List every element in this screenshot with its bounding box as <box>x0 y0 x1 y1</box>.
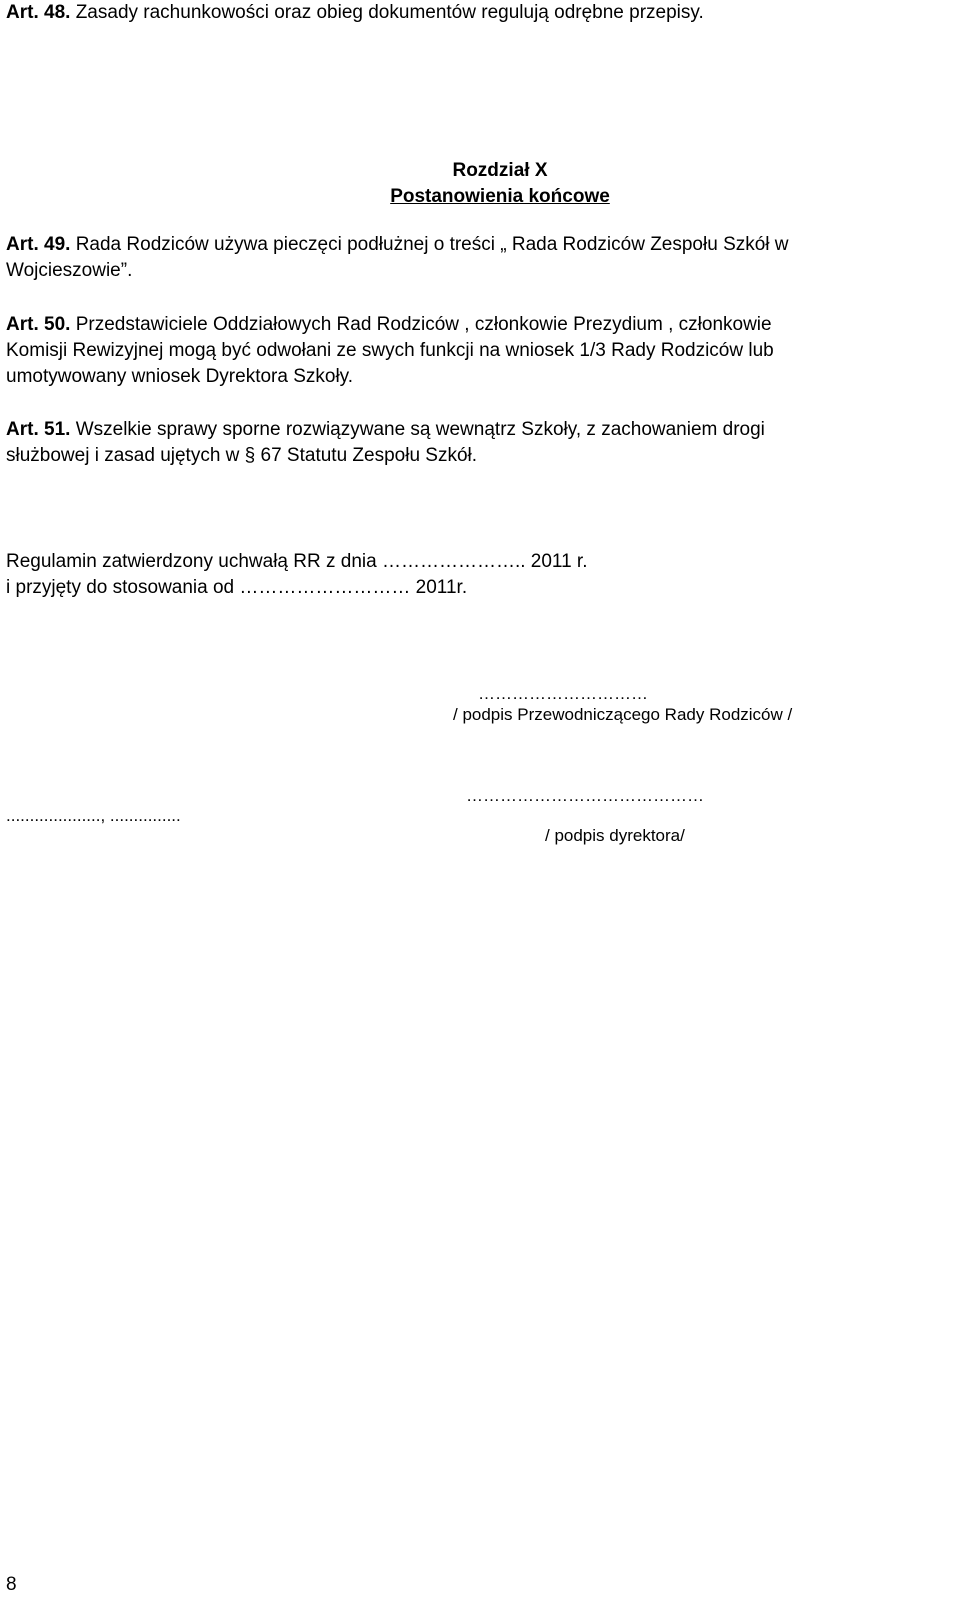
art-48-paragraph <box>6 0 704 26</box>
art-49-line1: Rada Rodziców używa pieczęci podłużnej o treści „ Rada Rodziców Zespołu Szkół w <box>70 234 789 255</box>
place-date-line: ...................., ............... <box>6 806 181 825</box>
art-49-line2: Wojcieszowie”. <box>6 260 133 281</box>
art-48-text: Zasady rachunkowości oraz obieg dokumentów regulują odrębne przepisy. <box>70 2 704 23</box>
art-50-line1: Przedstawiciele Oddziałowych Rad Rodziców , członkowie Prezydium , członkowie <box>70 314 772 335</box>
art-51-paragraph <box>6 417 942 469</box>
art-50-line2: Komisji Rewizyjnej mogą być odwołani ze swych funkcji na wniosek 1/3 Rady Rodziców lub <box>6 340 774 361</box>
chapter-title: Rozdział X <box>452 160 548 181</box>
approval-line2: i przyjęty do stosowania od ……………………… 2011r. <box>6 577 468 598</box>
art-51-line2: służbowej i zasad ujętych w § 67 Statutu Zespołu Szkół. <box>6 445 478 466</box>
chapter-subtitle: Postanowienia końcowe <box>390 186 610 207</box>
page-number: 8 <box>6 1574 17 1595</box>
art-51-line1: Wszelkie sprawy sporne rozwiązywane są wewnątrz Szkoły, z zachowaniem drogi <box>70 419 765 440</box>
chair-signature-dots: ………………………… <box>478 684 648 703</box>
director-signature-label: / podpis dyrektora/ <box>545 826 685 845</box>
art-49-label: Art. 49. <box>6 234 71 255</box>
chapter-heading <box>0 158 960 210</box>
art-50-label: Art. 50. <box>6 314 71 335</box>
art-50-line3: umotywowany wniosek Dyrektora Szkoły. <box>6 366 354 387</box>
director-signature-dots: …………………………………… <box>466 786 704 805</box>
art-50-paragraph <box>6 312 942 390</box>
chair-signature-label: / podpis Przewodniczącego Rady Rodziców / <box>453 705 793 724</box>
art-48-label: Art. 48. <box>6 2 71 23</box>
approval-block <box>6 549 942 601</box>
art-49-paragraph <box>6 232 942 284</box>
art-51-label: Art. 51. <box>6 419 71 440</box>
approval-line1: Regulamin zatwierdzony uchwałą RR z dnia ………………….. 2011 r. <box>6 551 588 572</box>
